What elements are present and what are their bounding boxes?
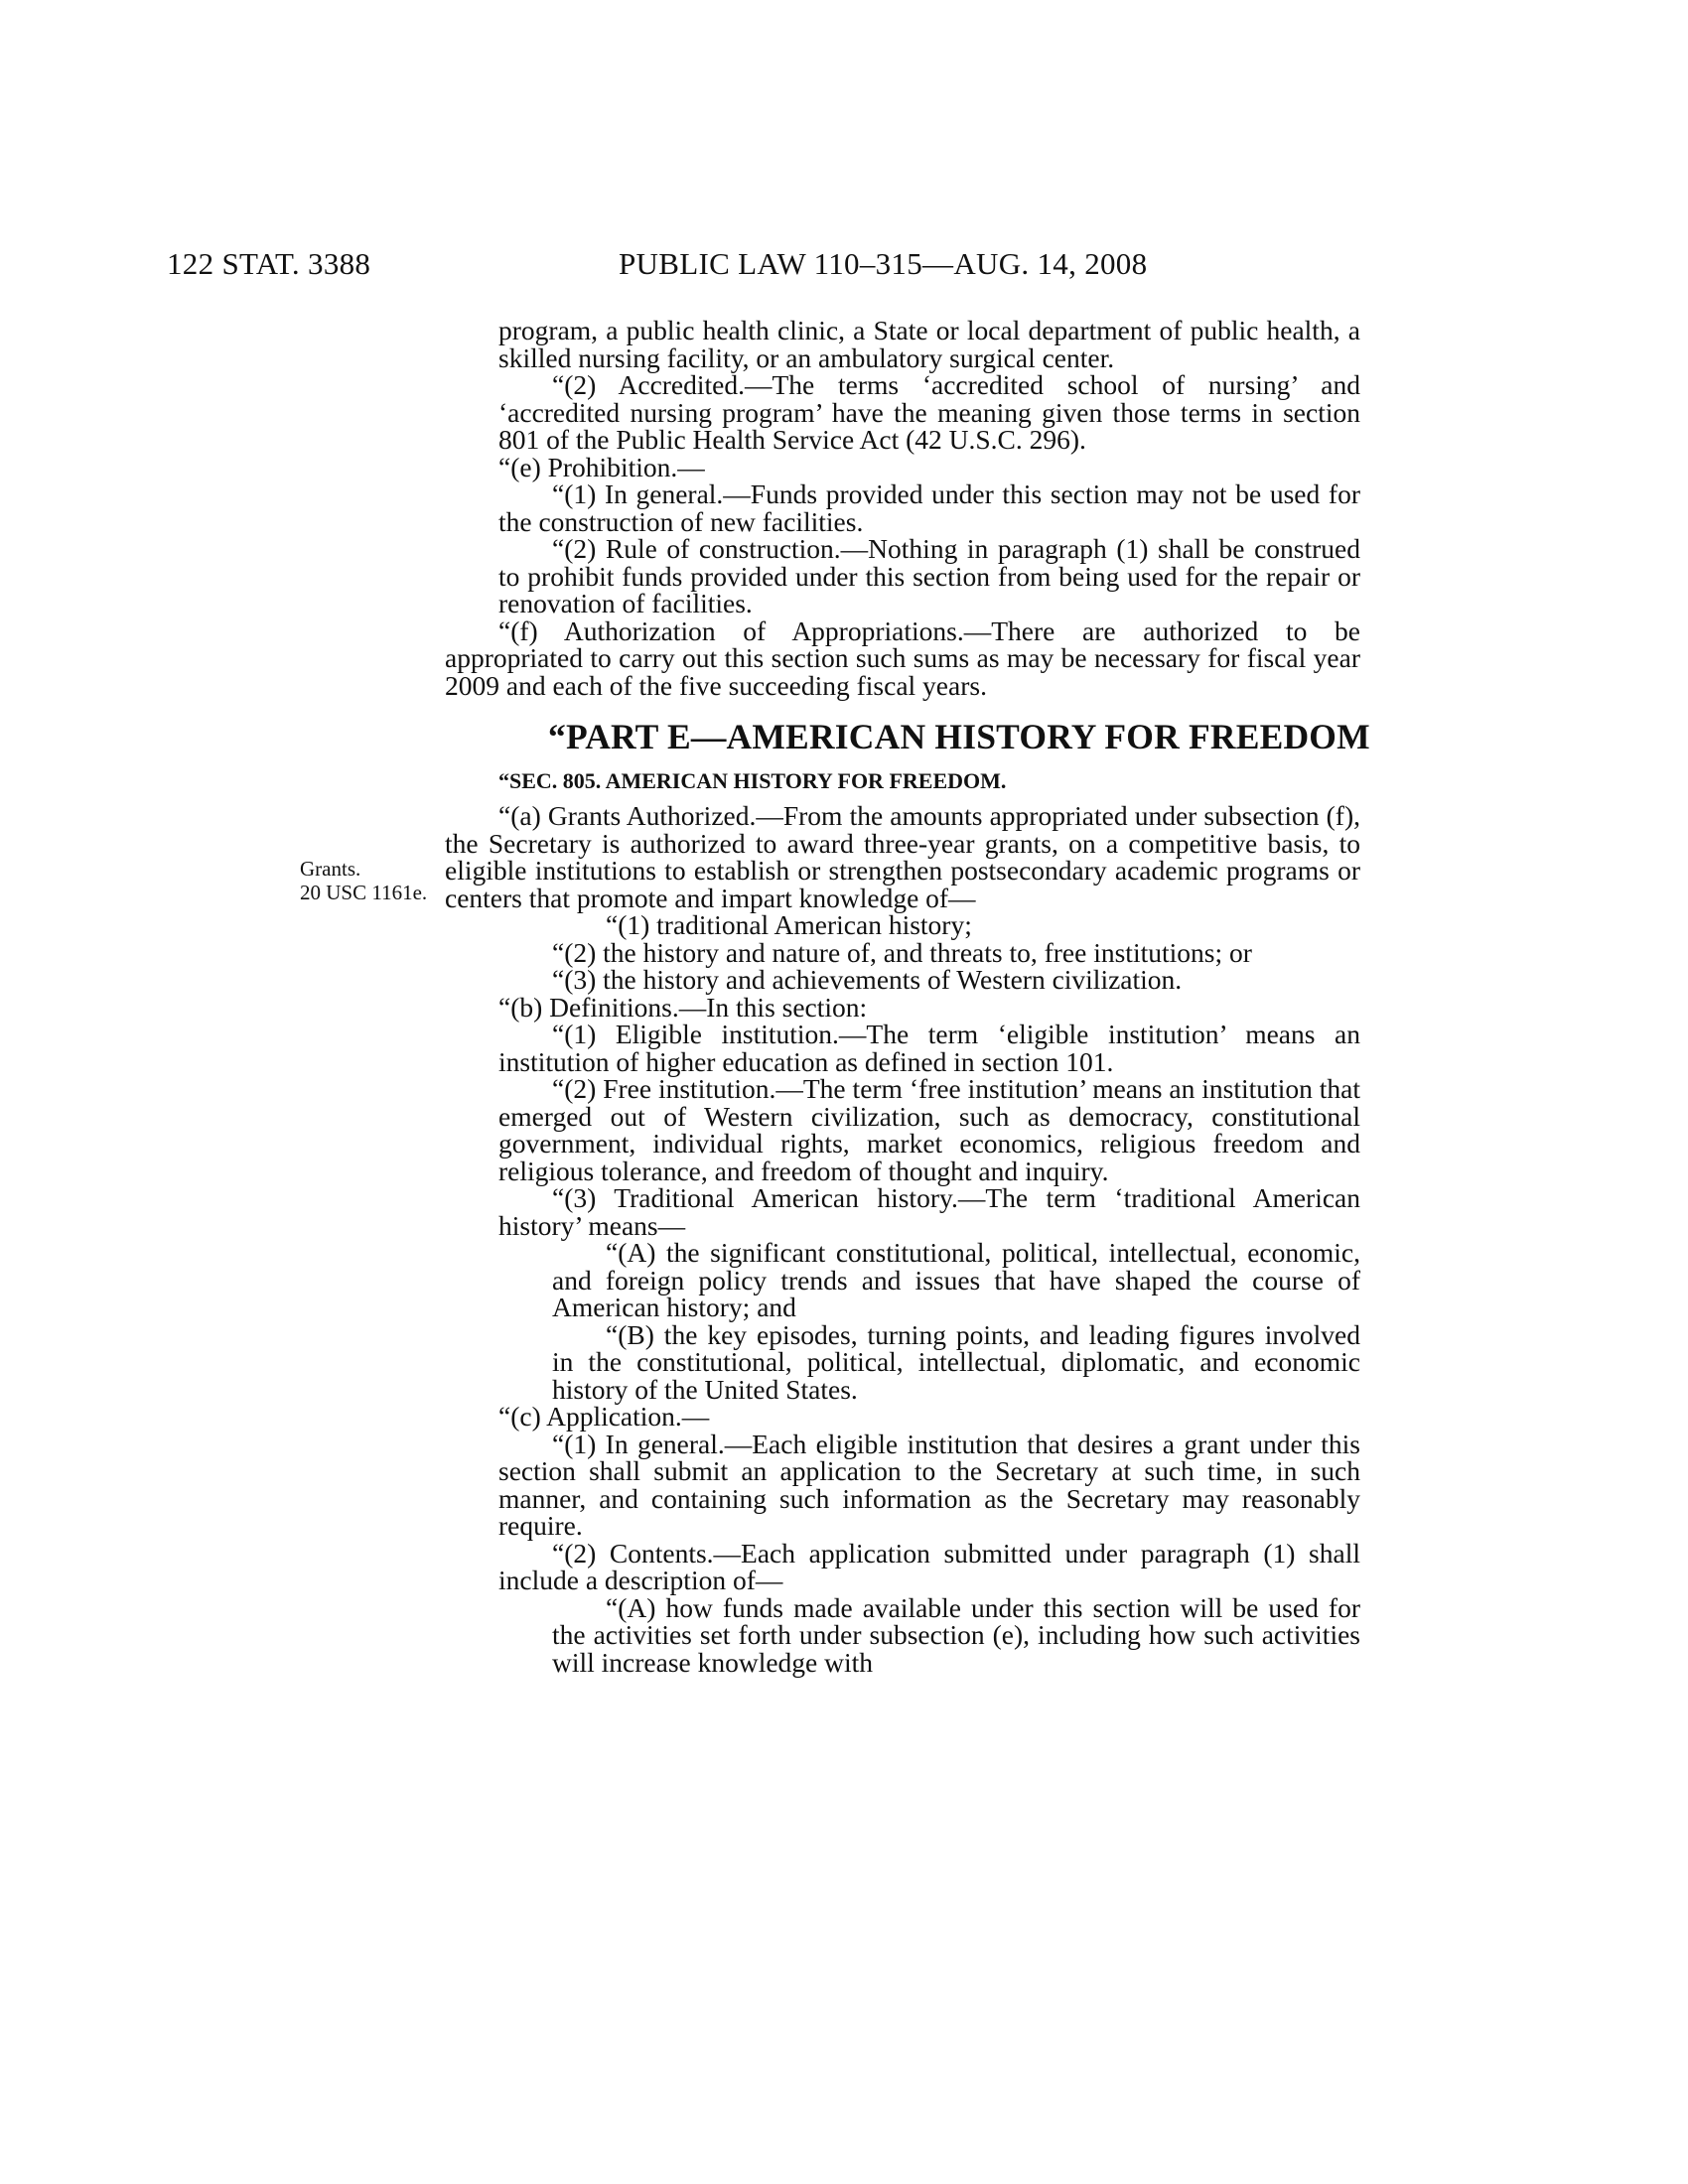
paragraph: “(f) Authorization of Appropriations.—There are authorized to be appropriated to carry out this section such sums as may be necessary for fiscal year 2009 and each of the five succeeding fiscal years.	[445, 614, 1360, 701]
subsection-heading: “(b) Definitions.—In this section:	[498, 991, 868, 1023]
list-item: “(A) the significant constitutional, political, intellectual, economic, and foreign policy trends and issues that have shaped the course of American history; and	[552, 1237, 1360, 1322]
list-item: “(3) the history and achievements of Western civilization.	[552, 964, 1183, 995]
list-item: “(B) the key episodes, turning points, and leading figures involved in the constitutional, political, intellectual, diplomatic, and economic history of the United States.	[552, 1318, 1360, 1405]
paragraph: program, a public health clinic, a State or local department of public health, a skilled nursing facility, or an ambulatory surgical center.	[498, 315, 1360, 373]
paragraph: “(2) Contents.—Each application submitted under paragraph (1) shall include a description of—	[498, 1537, 1360, 1595]
paragraph: “(1) In general.—Funds provided under this section may not be used for the construction of new facilities.	[498, 478, 1360, 537]
running-head-title: PUBLIC LAW 110–315—AUG. 14, 2008	[619, 246, 1148, 281]
section-heading: “SEC. 805. AMERICAN HISTORY FOR FREEDOM.	[498, 768, 1007, 793]
paragraph: “(1) In general.—Each eligible institution that desires a grant under this section shall submit an application to the Secretary at such time, in such manner, and containing such information as the Secretary may reasonably require.	[498, 1428, 1360, 1541]
margin-note-grants: Grants.	[300, 857, 361, 881]
stat-page-reference: 122 STAT. 3388	[167, 246, 371, 281]
list-item: “(1) traditional American history;	[606, 909, 972, 940]
list-item: “(2) the history and nature of, and threats to, free institutions; or	[552, 936, 1252, 968]
part-heading: “PART E—AMERICAN HISTORY FOR FREEDOM	[548, 717, 1370, 756]
subsection-heading: “(e) Prohibition.—	[498, 451, 705, 482]
paragraph: “(2) Accredited.—The terms ‘accredited school of nursing’ and ‘accredited nursing program’ have the meaning given those terms in section 801 of the Public Health Service Act (42 U.S.C. 296).	[498, 369, 1360, 455]
margin-note-usc-citation: 20 USC 1161e.	[300, 881, 428, 904]
paragraph: “(a) Grants Authorized.—From the amounts appropriated under subsection (f), the Secretary is authorized to award three-year grants, on a competitive basis, to eligible institutions to establish or strengthen postsecondary academic programs or centers that promote and impart knowledge of—	[445, 800, 1360, 913]
statute-body	[445, 315, 1370, 1678]
subsection-heading: “(c) Application.—	[498, 1401, 710, 1432]
paragraph: “(2) Free institution.—The term ‘free institution’ means an institution that emerged out of Western civilization, such as democracy, constitutional government, individual rights, market economics, religious freedom and religious tolerance, and freedom of thought and inquiry.	[498, 1073, 1360, 1186]
paragraph: “(1) Eligible institution.—The term ‘eligible institution’ means an institution of higher education as defined in section 101.	[498, 1019, 1360, 1077]
paragraph: “(2) Rule of construction.—Nothing in paragraph (1) shall be construed to prohibit funds provided under this section from being used for the repair or renovation of facilities.	[498, 533, 1360, 618]
paragraph: “(3) Traditional American history.—The term ‘traditional American history’ means—	[498, 1182, 1360, 1241]
list-item: “(A) how funds made available under this section will be used for the activities set forth under subsection (e), including how such activities will increase knowledge with	[552, 1591, 1360, 1678]
